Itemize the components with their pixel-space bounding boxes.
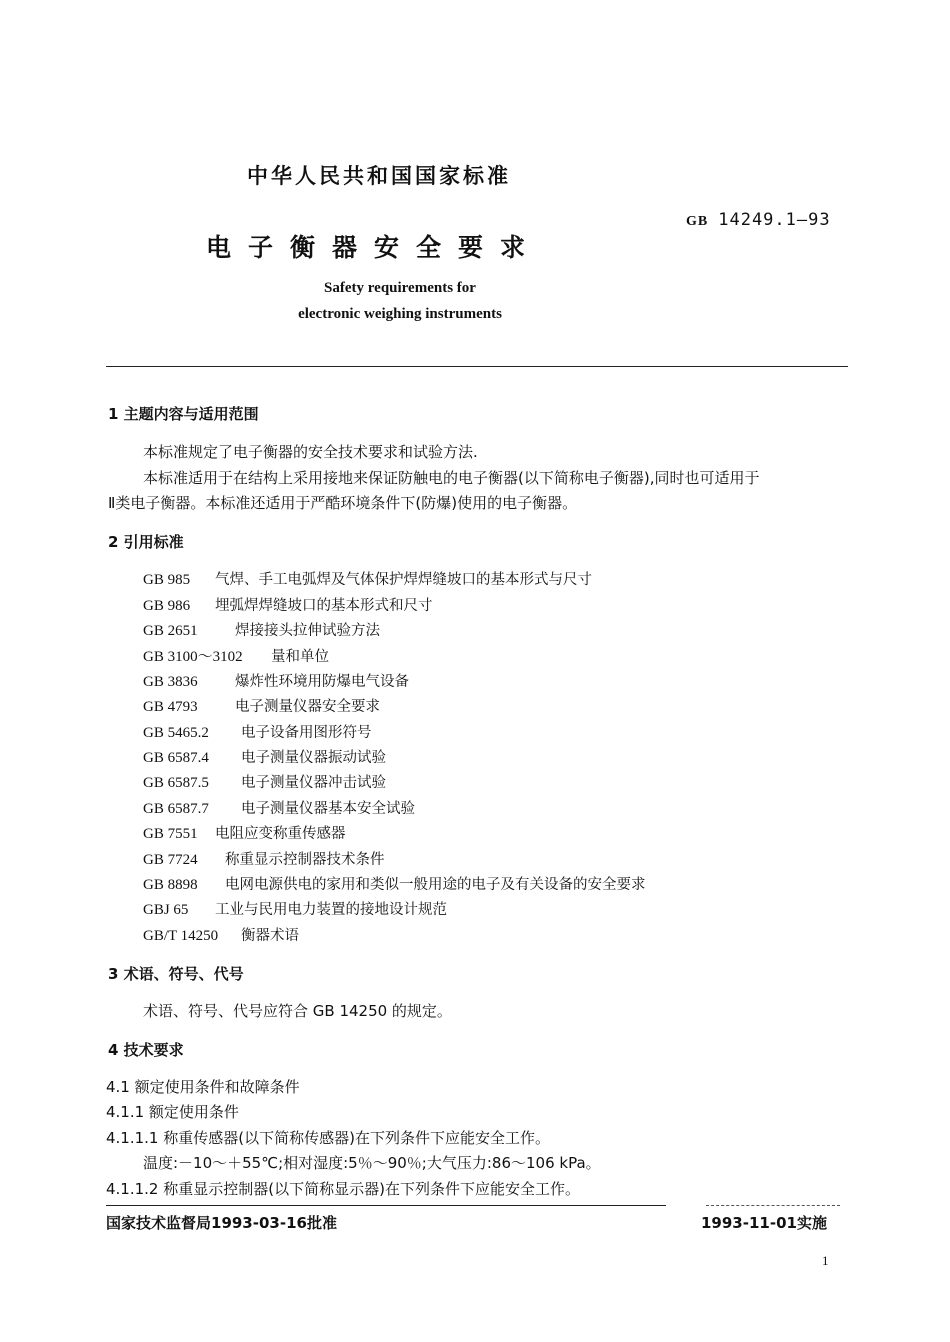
standard-number: [686, 210, 831, 230]
reference-code: GB 3100～3102: [143, 649, 243, 665]
reference-code: GB 6587.4: [143, 750, 209, 766]
reference-item: [143, 797, 415, 818]
reference-title: 埋弧焊焊缝坡口的基本形式和尺寸: [215, 598, 433, 614]
section-1-paragraph-1: 本标准规定了电子衡器的安全技术要求和试验方法.: [143, 443, 478, 461]
reference-code: GB 2651: [143, 623, 198, 639]
document-title-en-line2: electronic weighing instruments: [298, 306, 502, 322]
reference-code: GB 985: [143, 572, 191, 588]
standard-prefix: GB: [686, 214, 709, 229]
section-3-heading: 3 术语、符号、代号: [108, 965, 244, 983]
clause-4-1-1-1: 4.1.1.1 称重传感器(以下简称传感器)在下列条件下应能安全工作。: [106, 1129, 550, 1147]
section-3-paragraph: 术语、符号、代号应符合 GB 14250 的规定。: [143, 1002, 452, 1020]
reference-title: 电子测量仪器基本安全试验: [241, 801, 415, 817]
reference-code: GB 986: [143, 598, 191, 614]
page-number: 1: [822, 1253, 829, 1268]
section-2-heading: 2 引用标准: [108, 533, 184, 551]
reference-item: [143, 898, 447, 919]
clause-4-1-1-1-conditions: 温度:－10～＋55℃;相对湿度:5％～90％;大气压力:86～106 kPa。: [143, 1154, 601, 1172]
reference-code: GBJ 65: [143, 902, 189, 918]
header-divider: [106, 366, 848, 367]
reference-title: 电网电源供电的家用和类似一般用途的电子及有关设备的安全要求: [225, 877, 646, 893]
standard-code: 14249.1—93: [718, 210, 831, 230]
reference-title: 爆炸性环境用防爆电气设备: [235, 674, 409, 690]
reference-item: [143, 695, 380, 716]
footer-divider: [106, 1205, 666, 1206]
reference-title: 衡器术语: [241, 928, 299, 944]
reference-item: [143, 822, 346, 843]
document-title-en-line1: Safety requirements for: [324, 280, 476, 296]
reference-item: [143, 721, 372, 742]
reference-item: [143, 594, 433, 615]
reference-code: GB 6587.7: [143, 801, 209, 817]
reference-title: 电子测量仪器振动试验: [241, 750, 386, 766]
footer-divider-right: [706, 1205, 840, 1206]
approval-statement: 国家技术监督局1993-03-16批准: [106, 1214, 337, 1232]
issuing-body-title: 中华人民共和国国家标准: [247, 164, 511, 188]
reference-item: [143, 924, 299, 945]
reference-item: [143, 848, 385, 869]
section-1-paragraph-2b: Ⅱ类电子衡器。本标准还适用于严酷环境条件下(防爆)使用的电子衡器。: [108, 494, 578, 512]
clause-4-1-1: 4.1.1 额定使用条件: [106, 1103, 239, 1121]
reference-title: 焊接接头拉伸试验方法: [235, 623, 380, 639]
clause-4-1-1-2: 4.1.1.2 称重显示控制器(以下简称显示器)在下列条件下应能安全工作。: [106, 1180, 580, 1198]
reference-code: GB 8898: [143, 877, 198, 893]
reference-title: 量和单位: [271, 649, 329, 665]
reference-item: [143, 568, 592, 589]
reference-code: GB 7724: [143, 852, 198, 868]
reference-title: 气焊、手工电弧焊及气体保护焊焊缝坡口的基本形式与尺寸: [215, 572, 592, 588]
reference-title: 称重显示控制器技术条件: [225, 852, 385, 868]
reference-title: 工业与民用电力装置的接地设计规范: [215, 902, 447, 918]
reference-code: GB 3836: [143, 674, 198, 690]
reference-title: 电子测量仪器安全要求: [235, 699, 380, 715]
reference-title: 电子测量仪器冲击试验: [241, 775, 386, 791]
reference-item: [143, 619, 380, 640]
reference-code: GB 7551: [143, 826, 198, 842]
effective-date: 1993-11-01实施: [701, 1214, 827, 1232]
reference-item: [143, 645, 329, 666]
reference-item: [143, 746, 386, 767]
section-4-heading: 4 技术要求: [108, 1041, 184, 1059]
section-1-paragraph-2a: 本标准适用于在结构上采用接地来保证防触电的电子衡器(以下简称电子衡器),同时也可适用于: [143, 469, 760, 487]
reference-title: 电子设备用图形符号: [241, 725, 372, 741]
document-title-cn: 电子衡器安全要求: [206, 233, 543, 262]
reference-item: [143, 670, 409, 691]
reference-code: GB/T 14250: [143, 928, 219, 944]
reference-item: [143, 873, 646, 894]
reference-code: GB 6587.5: [143, 775, 209, 791]
reference-code: GB 4793: [143, 699, 198, 715]
clause-4-1: 4.1 额定使用条件和故障条件: [106, 1078, 300, 1096]
reference-code: GB 5465.2: [143, 725, 209, 741]
reference-item: [143, 771, 386, 792]
reference-title: 电阻应变称重传感器: [215, 826, 346, 842]
section-1-heading: 1 主题内容与适用范围: [108, 405, 259, 423]
